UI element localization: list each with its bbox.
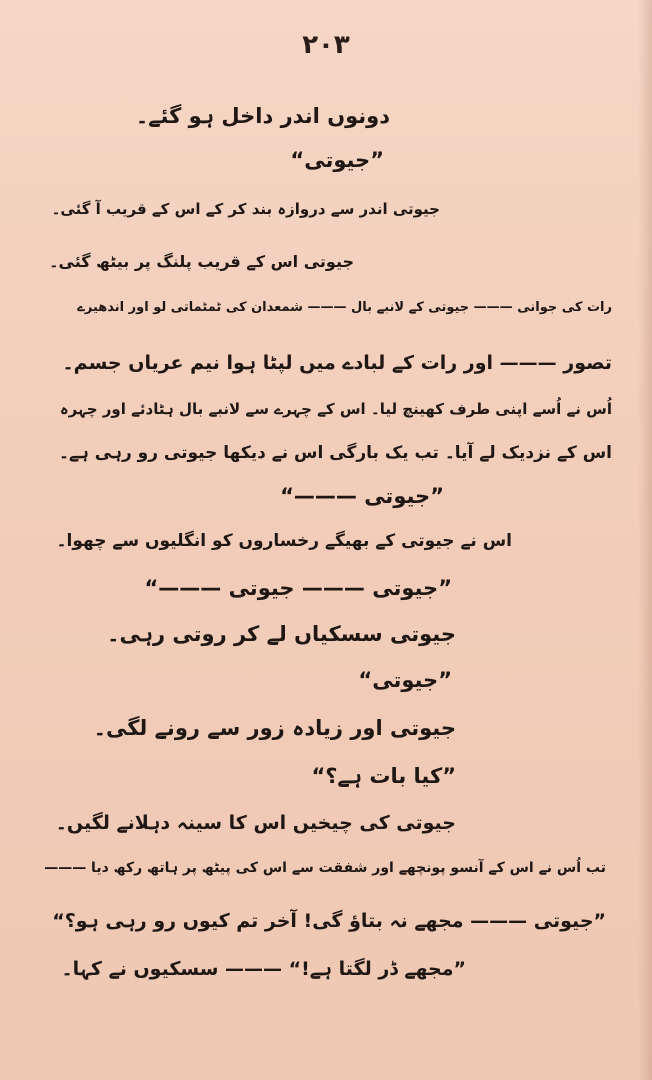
page-edge-shadow bbox=[638, 0, 652, 1080]
text-line: تب اُس نے اس کے آنسو پونچھے اور شفقت سے اس کی پیٹھ پر ہاتھ رکھ دیا ——— bbox=[44, 860, 606, 876]
text-line: رات کی جوانی ——— جیوتی کے لانبے بال ——— شمعدان کی ٹمٹماتی لو اور اندھیرے bbox=[77, 300, 612, 315]
text-line: اُس نے اُسے اپنی طرف کھینچ لیا۔ اس کے چہرے سے لانبے بال ہٹادئے اور چہرہ bbox=[59, 400, 612, 418]
text-line: جیوتی اور زیادہ زور سے رونے لگی۔ bbox=[93, 716, 456, 740]
page-number: ۲۰۳ bbox=[302, 30, 350, 60]
text-line: جیوتی اس کے قریب پلنگ پر بیٹھ گئی۔ bbox=[49, 252, 354, 271]
text-line: ”جیوتی ——— جیوتی ———“ bbox=[144, 576, 452, 600]
text-line: اس نے جیوتی کے بھیگے رخساروں کو انگلیوں سے چھوا۔ bbox=[56, 531, 512, 551]
text-line: اس کے نزدیک لے آیا۔ تب یک بارگی اس نے دیکھا جیوتی رو رہی ہے۔ bbox=[58, 443, 612, 463]
text-line: ”جیوتی ——— مجھے نہ بتاؤ گی! آخر تم کیوں رو رہی ہو؟“ bbox=[52, 910, 606, 932]
text-line: دونوں اندر داخل ہو گئے۔ bbox=[135, 104, 390, 128]
text-line: ”مجھے ڈر لگتا ہے!“ ——— سسکیوں نے کہا۔ bbox=[61, 958, 466, 980]
text-line: ”جیوتی ———“ bbox=[280, 484, 444, 508]
text-line: ”جیوتی“ bbox=[358, 668, 452, 692]
text-line: جیوتی اندر سے دروازہ بند کر کے اس کے قریب آ گئی۔ bbox=[51, 200, 440, 218]
text-line: ”جیوتی“ bbox=[290, 148, 384, 172]
text-line: جیوتی سسکیاں لے کر روتی رہی۔ bbox=[107, 622, 456, 646]
text-line: جیوتی کی چیخیں اس کا سینہ دہلانے لگیں۔ bbox=[55, 812, 456, 834]
text-line: ”کیا بات ہے؟“ bbox=[311, 764, 456, 788]
text-line: تصور ——— اور رات کے لبادے میں لپٹا ہوا نیم عریاں جسم۔ bbox=[62, 352, 612, 374]
